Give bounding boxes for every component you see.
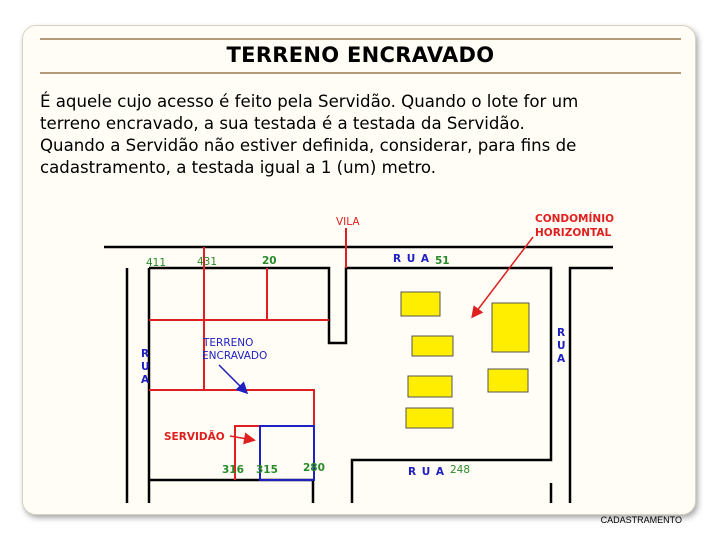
lot-number: 51 (435, 255, 450, 267)
street-label-top: R U A (393, 253, 431, 265)
street-label-left: U (141, 361, 150, 373)
encravado-label: TERRENO (203, 337, 254, 349)
street-label-right: R (557, 327, 566, 339)
street-right-edge (570, 268, 613, 503)
paragraph-line: É aquele cujo acesso é feito pela Servidão. Quando o lote for um (40, 92, 579, 111)
building-block (408, 376, 452, 397)
street-label-bottom: R U A (408, 466, 446, 478)
servidao-label: SERVIDÃO (164, 431, 225, 443)
building-block (492, 303, 529, 352)
lot-number: 20 (262, 255, 277, 267)
lot-number: 315 (256, 464, 278, 476)
lot-number: 248 (450, 464, 471, 476)
lot-number: 280 (303, 462, 325, 474)
street-outlines (104, 247, 613, 503)
footer-label: CADASTRAMENTO (600, 515, 682, 525)
page-title: TERRENO ENCRAVADO (226, 43, 495, 67)
condominio-label: HORIZONTAL (535, 227, 612, 239)
encravado-label: ENCRAVADO (202, 350, 268, 362)
encravado-arrow (219, 365, 246, 392)
paragraph-line: Quando a Servidão não estiver definida, considerar, para fins de (40, 136, 577, 155)
paragraph-line: cadastramento, a testada igual a 1 (um) metro. (40, 158, 437, 177)
building-block (406, 408, 453, 428)
paragraph-line: terreno encravado, a sua testada é a testada da Servidão. (40, 114, 525, 133)
building-block (412, 336, 453, 356)
lot-number: 431 (197, 256, 218, 268)
street-label-left: A (141, 374, 150, 386)
lot-number: 316 (222, 464, 244, 476)
lot-number: 411 (146, 257, 167, 269)
building-block (401, 292, 440, 316)
vila-label: VILA (336, 216, 360, 228)
street-label-right: U (557, 340, 566, 352)
condominio-label: CONDOMÍNIO (535, 213, 615, 225)
block-bottom-left (149, 480, 313, 503)
condominium-buildings (401, 292, 529, 428)
building-block (488, 369, 528, 392)
street-label-right: A (557, 353, 566, 365)
street-label-left: R (141, 348, 150, 360)
servidao-arrow (230, 436, 253, 440)
